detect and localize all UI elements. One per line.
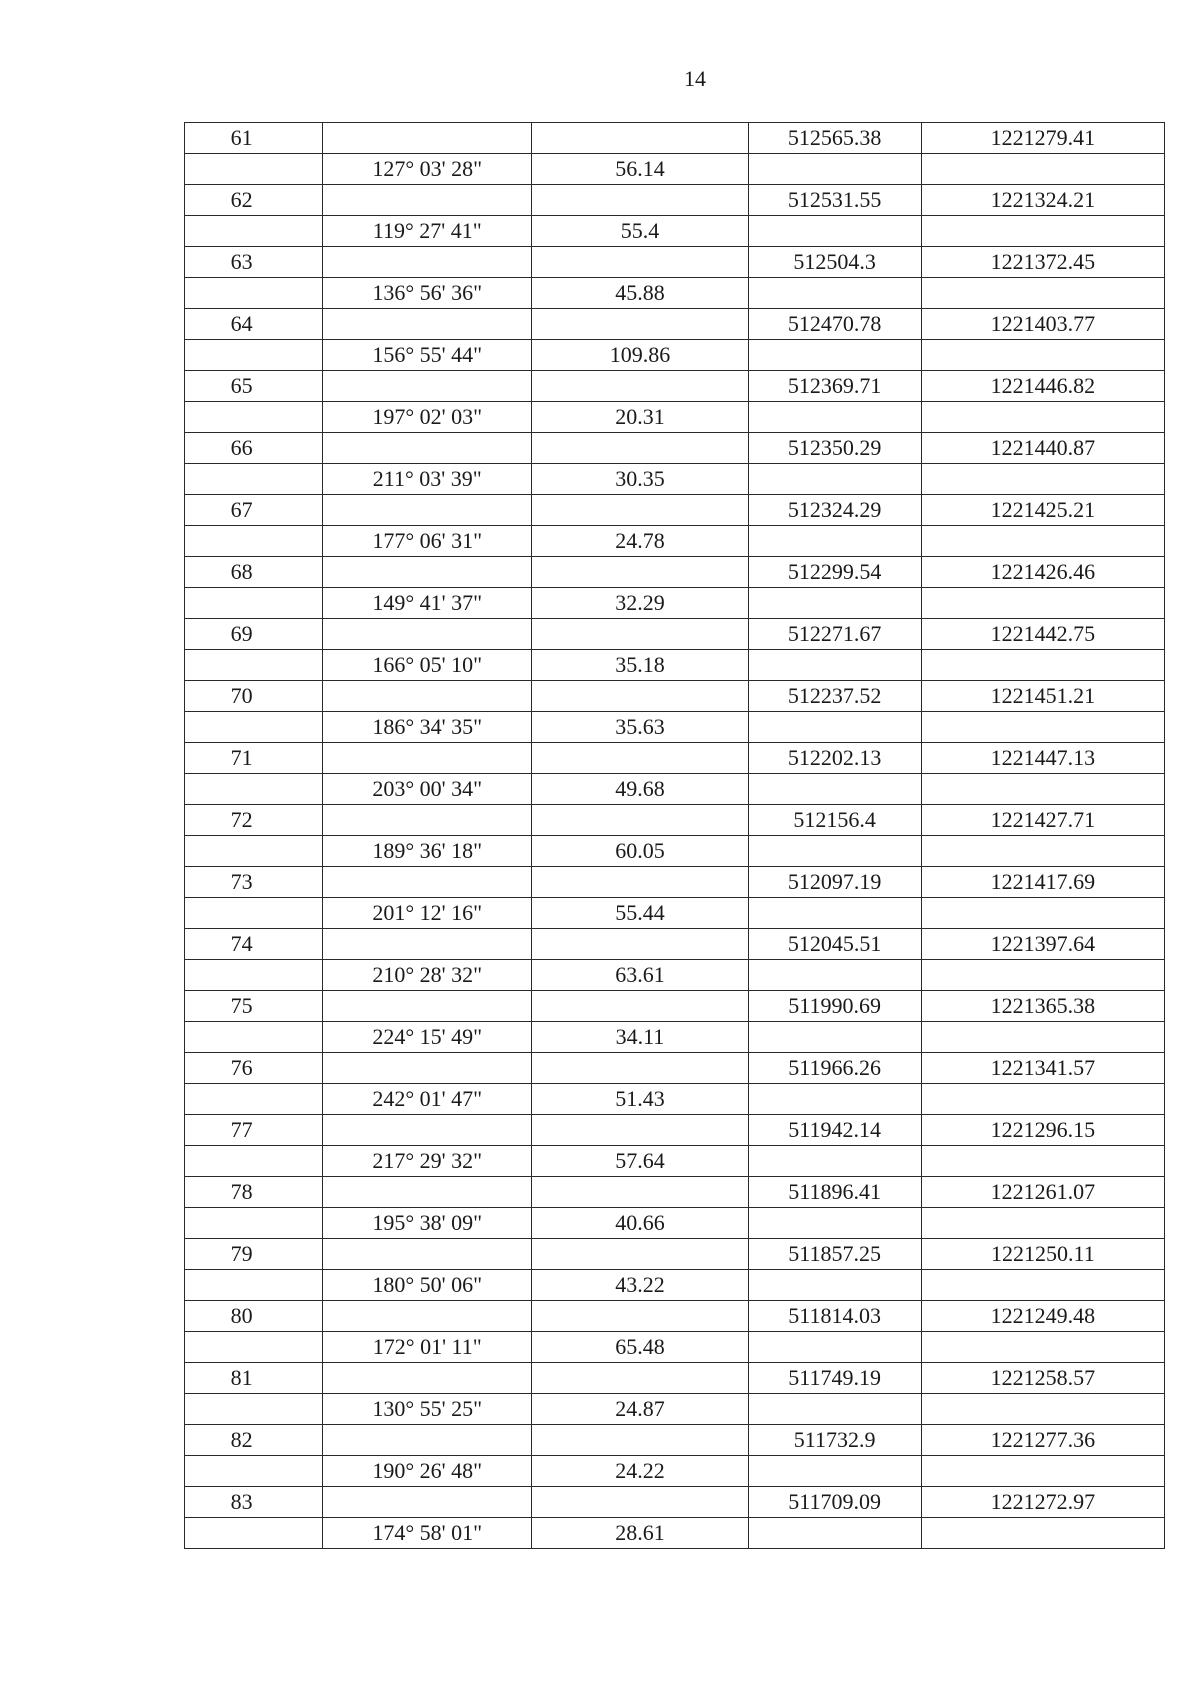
empty-cell bbox=[323, 1053, 532, 1084]
empty-cell bbox=[185, 1208, 323, 1239]
empty-cell bbox=[532, 123, 748, 154]
empty-cell bbox=[323, 123, 532, 154]
point-row bbox=[185, 1425, 1165, 1456]
x-coordinate-cell: 512237.52 bbox=[748, 681, 921, 712]
empty-cell bbox=[921, 1518, 1164, 1549]
empty-cell bbox=[921, 588, 1164, 619]
bearing-cell: 156° 55' 44" bbox=[323, 340, 532, 371]
x-coordinate-cell: 511814.03 bbox=[748, 1301, 921, 1332]
point-number-cell: 81 bbox=[185, 1363, 323, 1394]
empty-cell bbox=[532, 1053, 748, 1084]
y-coordinate-cell: 1221440.87 bbox=[921, 433, 1164, 464]
segment-row bbox=[185, 898, 1165, 929]
point-number-cell: 71 bbox=[185, 743, 323, 774]
empty-cell bbox=[748, 278, 921, 309]
point-row bbox=[185, 309, 1165, 340]
empty-cell bbox=[748, 1146, 921, 1177]
y-coordinate-cell: 1221446.82 bbox=[921, 371, 1164, 402]
empty-cell bbox=[185, 1084, 323, 1115]
empty-cell bbox=[323, 371, 532, 402]
distance-cell: 109.86 bbox=[532, 340, 748, 371]
segment-row bbox=[185, 836, 1165, 867]
bearing-cell: 195° 38' 09" bbox=[323, 1208, 532, 1239]
y-coordinate-cell: 1221372.45 bbox=[921, 247, 1164, 278]
empty-cell bbox=[532, 743, 748, 774]
segment-row bbox=[185, 1394, 1165, 1425]
bearing-cell: 197° 02' 03" bbox=[323, 402, 532, 433]
empty-cell bbox=[323, 1177, 532, 1208]
point-row bbox=[185, 247, 1165, 278]
point-number-cell: 63 bbox=[185, 247, 323, 278]
segment-row bbox=[185, 526, 1165, 557]
empty-cell bbox=[185, 402, 323, 433]
empty-cell bbox=[921, 1084, 1164, 1115]
empty-cell bbox=[748, 588, 921, 619]
point-row bbox=[185, 743, 1165, 774]
empty-cell bbox=[185, 1270, 323, 1301]
empty-cell bbox=[185, 340, 323, 371]
distance-cell: 34.11 bbox=[532, 1022, 748, 1053]
empty-cell bbox=[323, 1487, 532, 1518]
distance-cell: 20.31 bbox=[532, 402, 748, 433]
segment-row bbox=[185, 1332, 1165, 1363]
point-row bbox=[185, 681, 1165, 712]
y-coordinate-cell: 1221250.11 bbox=[921, 1239, 1164, 1270]
empty-cell bbox=[323, 867, 532, 898]
empty-cell bbox=[532, 1425, 748, 1456]
y-coordinate-cell: 1221403.77 bbox=[921, 309, 1164, 340]
empty-cell bbox=[185, 1146, 323, 1177]
x-coordinate-cell: 512202.13 bbox=[748, 743, 921, 774]
segment-row bbox=[185, 1208, 1165, 1239]
segment-row bbox=[185, 278, 1165, 309]
bearing-cell: 119° 27' 41" bbox=[323, 216, 532, 247]
empty-cell bbox=[921, 1332, 1164, 1363]
point-row bbox=[185, 557, 1165, 588]
x-coordinate-cell: 512097.19 bbox=[748, 867, 921, 898]
distance-cell: 51.43 bbox=[532, 1084, 748, 1115]
y-coordinate-cell: 1221417.69 bbox=[921, 867, 1164, 898]
x-coordinate-cell: 511749.19 bbox=[748, 1363, 921, 1394]
empty-cell bbox=[323, 743, 532, 774]
empty-cell bbox=[532, 1115, 748, 1146]
empty-cell bbox=[323, 681, 532, 712]
bearing-cell: 172° 01' 11" bbox=[323, 1332, 532, 1363]
empty-cell bbox=[323, 1115, 532, 1146]
empty-cell bbox=[748, 1084, 921, 1115]
empty-cell bbox=[748, 216, 921, 247]
bearing-cell: 210° 28' 32" bbox=[323, 960, 532, 991]
empty-cell bbox=[532, 991, 748, 1022]
empty-cell bbox=[748, 1208, 921, 1239]
point-number-cell: 74 bbox=[185, 929, 323, 960]
page-number: 14 bbox=[684, 66, 706, 91]
empty-cell bbox=[185, 1022, 323, 1053]
point-number-cell: 82 bbox=[185, 1425, 323, 1456]
empty-cell bbox=[532, 1301, 748, 1332]
coordinates-table bbox=[184, 122, 1165, 1549]
segment-row bbox=[185, 402, 1165, 433]
empty-cell bbox=[185, 898, 323, 929]
point-number-cell: 69 bbox=[185, 619, 323, 650]
empty-cell bbox=[748, 774, 921, 805]
empty-cell bbox=[185, 1518, 323, 1549]
x-coordinate-cell: 511709.09 bbox=[748, 1487, 921, 1518]
empty-cell bbox=[185, 1456, 323, 1487]
distance-cell: 43.22 bbox=[532, 1270, 748, 1301]
bearing-cell: 189° 36' 18" bbox=[323, 836, 532, 867]
distance-cell: 24.78 bbox=[532, 526, 748, 557]
distance-cell: 35.63 bbox=[532, 712, 748, 743]
bearing-cell: 136° 56' 36" bbox=[323, 278, 532, 309]
y-coordinate-cell: 1221397.64 bbox=[921, 929, 1164, 960]
empty-cell bbox=[921, 1208, 1164, 1239]
empty-cell bbox=[185, 1394, 323, 1425]
empty-cell bbox=[921, 712, 1164, 743]
empty-cell bbox=[185, 960, 323, 991]
segment-row bbox=[185, 216, 1165, 247]
segment-row bbox=[185, 1084, 1165, 1115]
distance-cell: 55.4 bbox=[532, 216, 748, 247]
distance-cell: 45.88 bbox=[532, 278, 748, 309]
empty-cell bbox=[921, 216, 1164, 247]
empty-cell bbox=[532, 805, 748, 836]
x-coordinate-cell: 512350.29 bbox=[748, 433, 921, 464]
empty-cell bbox=[323, 185, 532, 216]
empty-cell bbox=[921, 774, 1164, 805]
segment-row bbox=[185, 588, 1165, 619]
distance-cell: 55.44 bbox=[532, 898, 748, 929]
segment-row bbox=[185, 464, 1165, 495]
point-row bbox=[185, 991, 1165, 1022]
empty-cell bbox=[185, 464, 323, 495]
x-coordinate-cell: 512470.78 bbox=[748, 309, 921, 340]
bearing-cell: 127° 03' 28" bbox=[323, 154, 532, 185]
segment-row bbox=[185, 340, 1165, 371]
x-coordinate-cell: 512271.67 bbox=[748, 619, 921, 650]
point-row bbox=[185, 123, 1165, 154]
segment-row bbox=[185, 960, 1165, 991]
point-number-cell: 64 bbox=[185, 309, 323, 340]
distance-cell: 60.05 bbox=[532, 836, 748, 867]
empty-cell bbox=[921, 1456, 1164, 1487]
empty-cell bbox=[921, 1394, 1164, 1425]
x-coordinate-cell: 511990.69 bbox=[748, 991, 921, 1022]
empty-cell bbox=[185, 154, 323, 185]
bearing-cell: 242° 01' 47" bbox=[323, 1084, 532, 1115]
distance-cell: 57.64 bbox=[532, 1146, 748, 1177]
point-row bbox=[185, 1487, 1165, 1518]
point-number-cell: 68 bbox=[185, 557, 323, 588]
empty-cell bbox=[748, 1456, 921, 1487]
y-coordinate-cell: 1221258.57 bbox=[921, 1363, 1164, 1394]
empty-cell bbox=[748, 1394, 921, 1425]
empty-cell bbox=[185, 836, 323, 867]
y-coordinate-cell: 1221272.97 bbox=[921, 1487, 1164, 1518]
bearing-cell: 190° 26' 48" bbox=[323, 1456, 532, 1487]
empty-cell bbox=[323, 929, 532, 960]
y-coordinate-cell: 1221365.38 bbox=[921, 991, 1164, 1022]
x-coordinate-cell: 512156.4 bbox=[748, 805, 921, 836]
segment-row bbox=[185, 1270, 1165, 1301]
point-row bbox=[185, 1115, 1165, 1146]
point-row bbox=[185, 805, 1165, 836]
x-coordinate-cell: 511896.41 bbox=[748, 1177, 921, 1208]
x-coordinate-cell: 512565.38 bbox=[748, 123, 921, 154]
bearing-cell: 177° 06' 31" bbox=[323, 526, 532, 557]
empty-cell bbox=[532, 185, 748, 216]
empty-cell bbox=[532, 309, 748, 340]
point-number-cell: 80 bbox=[185, 1301, 323, 1332]
x-coordinate-cell: 512369.71 bbox=[748, 371, 921, 402]
segment-row bbox=[185, 1022, 1165, 1053]
y-coordinate-cell: 1221249.48 bbox=[921, 1301, 1164, 1332]
x-coordinate-cell: 511857.25 bbox=[748, 1239, 921, 1270]
segment-row bbox=[185, 774, 1165, 805]
y-coordinate-cell: 1221447.13 bbox=[921, 743, 1164, 774]
empty-cell bbox=[921, 960, 1164, 991]
empty-cell bbox=[921, 1270, 1164, 1301]
empty-cell bbox=[748, 402, 921, 433]
x-coordinate-cell: 512324.29 bbox=[748, 495, 921, 526]
empty-cell bbox=[748, 836, 921, 867]
x-coordinate-cell: 511942.14 bbox=[748, 1115, 921, 1146]
distance-cell: 65.48 bbox=[532, 1332, 748, 1363]
empty-cell bbox=[748, 712, 921, 743]
point-row bbox=[185, 185, 1165, 216]
point-number-cell: 83 bbox=[185, 1487, 323, 1518]
empty-cell bbox=[323, 247, 532, 278]
empty-cell bbox=[748, 1022, 921, 1053]
x-coordinate-cell: 512504.3 bbox=[748, 247, 921, 278]
bearing-cell: 201° 12' 16" bbox=[323, 898, 532, 929]
empty-cell bbox=[532, 371, 748, 402]
point-number-cell: 70 bbox=[185, 681, 323, 712]
empty-cell bbox=[748, 1332, 921, 1363]
y-coordinate-cell: 1221261.07 bbox=[921, 1177, 1164, 1208]
empty-cell bbox=[323, 1239, 532, 1270]
point-number-cell: 79 bbox=[185, 1239, 323, 1270]
empty-cell bbox=[921, 464, 1164, 495]
distance-cell: 30.35 bbox=[532, 464, 748, 495]
point-row bbox=[185, 867, 1165, 898]
distance-cell: 63.61 bbox=[532, 960, 748, 991]
point-row bbox=[185, 929, 1165, 960]
point-number-cell: 67 bbox=[185, 495, 323, 526]
empty-cell bbox=[185, 774, 323, 805]
segment-row bbox=[185, 1456, 1165, 1487]
point-row bbox=[185, 1363, 1165, 1394]
bearing-cell: 211° 03' 39" bbox=[323, 464, 532, 495]
empty-cell bbox=[532, 681, 748, 712]
bearing-cell: 130° 55' 25" bbox=[323, 1394, 532, 1425]
point-number-cell: 62 bbox=[185, 185, 323, 216]
point-number-cell: 65 bbox=[185, 371, 323, 402]
y-coordinate-cell: 1221277.36 bbox=[921, 1425, 1164, 1456]
empty-cell bbox=[185, 526, 323, 557]
point-row bbox=[185, 619, 1165, 650]
distance-cell: 35.18 bbox=[532, 650, 748, 681]
empty-cell bbox=[532, 929, 748, 960]
empty-cell bbox=[532, 1177, 748, 1208]
empty-cell bbox=[185, 588, 323, 619]
empty-cell bbox=[748, 1518, 921, 1549]
point-row bbox=[185, 1053, 1165, 1084]
empty-cell bbox=[185, 712, 323, 743]
y-coordinate-cell: 1221341.57 bbox=[921, 1053, 1164, 1084]
empty-cell bbox=[532, 867, 748, 898]
empty-cell bbox=[323, 991, 532, 1022]
empty-cell bbox=[185, 278, 323, 309]
point-row bbox=[185, 1239, 1165, 1270]
empty-cell bbox=[921, 898, 1164, 929]
empty-cell bbox=[921, 278, 1164, 309]
point-number-cell: 77 bbox=[185, 1115, 323, 1146]
point-row bbox=[185, 1177, 1165, 1208]
empty-cell bbox=[532, 1363, 748, 1394]
empty-cell bbox=[921, 836, 1164, 867]
x-coordinate-cell: 512299.54 bbox=[748, 557, 921, 588]
y-coordinate-cell: 1221279.41 bbox=[921, 123, 1164, 154]
empty-cell bbox=[532, 557, 748, 588]
point-number-cell: 78 bbox=[185, 1177, 323, 1208]
bearing-cell: 224° 15' 49" bbox=[323, 1022, 532, 1053]
point-number-cell: 61 bbox=[185, 123, 323, 154]
empty-cell bbox=[748, 526, 921, 557]
distance-cell: 49.68 bbox=[532, 774, 748, 805]
empty-cell bbox=[748, 464, 921, 495]
bearing-cell: 166° 05' 10" bbox=[323, 650, 532, 681]
empty-cell bbox=[185, 650, 323, 681]
empty-cell bbox=[748, 898, 921, 929]
empty-cell bbox=[532, 619, 748, 650]
x-coordinate-cell: 512045.51 bbox=[748, 929, 921, 960]
x-coordinate-cell: 512531.55 bbox=[748, 185, 921, 216]
empty-cell bbox=[323, 433, 532, 464]
empty-cell bbox=[532, 1239, 748, 1270]
point-number-cell: 76 bbox=[185, 1053, 323, 1084]
distance-cell: 24.87 bbox=[532, 1394, 748, 1425]
x-coordinate-cell: 511966.26 bbox=[748, 1053, 921, 1084]
empty-cell bbox=[532, 1487, 748, 1518]
empty-cell bbox=[323, 1363, 532, 1394]
empty-cell bbox=[532, 247, 748, 278]
point-number-cell: 66 bbox=[185, 433, 323, 464]
empty-cell bbox=[921, 650, 1164, 681]
point-row bbox=[185, 495, 1165, 526]
bearing-cell: 149° 41' 37" bbox=[323, 588, 532, 619]
empty-cell bbox=[921, 1146, 1164, 1177]
segment-row bbox=[185, 650, 1165, 681]
y-coordinate-cell: 1221442.75 bbox=[921, 619, 1164, 650]
coordinates-table-body bbox=[185, 123, 1165, 1549]
y-coordinate-cell: 1221427.71 bbox=[921, 805, 1164, 836]
y-coordinate-cell: 1221296.15 bbox=[921, 1115, 1164, 1146]
segment-row bbox=[185, 154, 1165, 185]
empty-cell bbox=[748, 960, 921, 991]
point-number-cell: 73 bbox=[185, 867, 323, 898]
distance-cell: 28.61 bbox=[532, 1518, 748, 1549]
distance-cell: 56.14 bbox=[532, 154, 748, 185]
point-number-cell: 75 bbox=[185, 991, 323, 1022]
point-row bbox=[185, 371, 1165, 402]
empty-cell bbox=[323, 557, 532, 588]
empty-cell bbox=[748, 154, 921, 185]
x-coordinate-cell: 511732.9 bbox=[748, 1425, 921, 1456]
empty-cell bbox=[748, 650, 921, 681]
bearing-cell: 203° 00' 34" bbox=[323, 774, 532, 805]
bearing-cell: 180° 50' 06" bbox=[323, 1270, 532, 1301]
empty-cell bbox=[323, 619, 532, 650]
segment-row bbox=[185, 1518, 1165, 1549]
empty-cell bbox=[921, 526, 1164, 557]
bearing-cell: 186° 34' 35" bbox=[323, 712, 532, 743]
empty-cell bbox=[921, 1022, 1164, 1053]
empty-cell bbox=[323, 495, 532, 526]
y-coordinate-cell: 1221324.21 bbox=[921, 185, 1164, 216]
empty-cell bbox=[185, 216, 323, 247]
y-coordinate-cell: 1221426.46 bbox=[921, 557, 1164, 588]
point-row bbox=[185, 433, 1165, 464]
bearing-cell: 217° 29' 32" bbox=[323, 1146, 532, 1177]
y-coordinate-cell: 1221425.21 bbox=[921, 495, 1164, 526]
distance-cell: 32.29 bbox=[532, 588, 748, 619]
empty-cell bbox=[532, 433, 748, 464]
point-number-cell: 72 bbox=[185, 805, 323, 836]
empty-cell bbox=[323, 805, 532, 836]
segment-row bbox=[185, 712, 1165, 743]
empty-cell bbox=[323, 1301, 532, 1332]
empty-cell bbox=[748, 340, 921, 371]
empty-cell bbox=[532, 495, 748, 526]
empty-cell bbox=[921, 402, 1164, 433]
empty-cell bbox=[921, 340, 1164, 371]
bearing-cell: 174° 58' 01" bbox=[323, 1518, 532, 1549]
empty-cell bbox=[323, 1425, 532, 1456]
segment-row bbox=[185, 1146, 1165, 1177]
distance-cell: 24.22 bbox=[532, 1456, 748, 1487]
empty-cell bbox=[185, 1332, 323, 1363]
empty-cell bbox=[748, 1270, 921, 1301]
point-row bbox=[185, 1301, 1165, 1332]
empty-cell bbox=[323, 309, 532, 340]
y-coordinate-cell: 1221451.21 bbox=[921, 681, 1164, 712]
empty-cell bbox=[921, 154, 1164, 185]
distance-cell: 40.66 bbox=[532, 1208, 748, 1239]
